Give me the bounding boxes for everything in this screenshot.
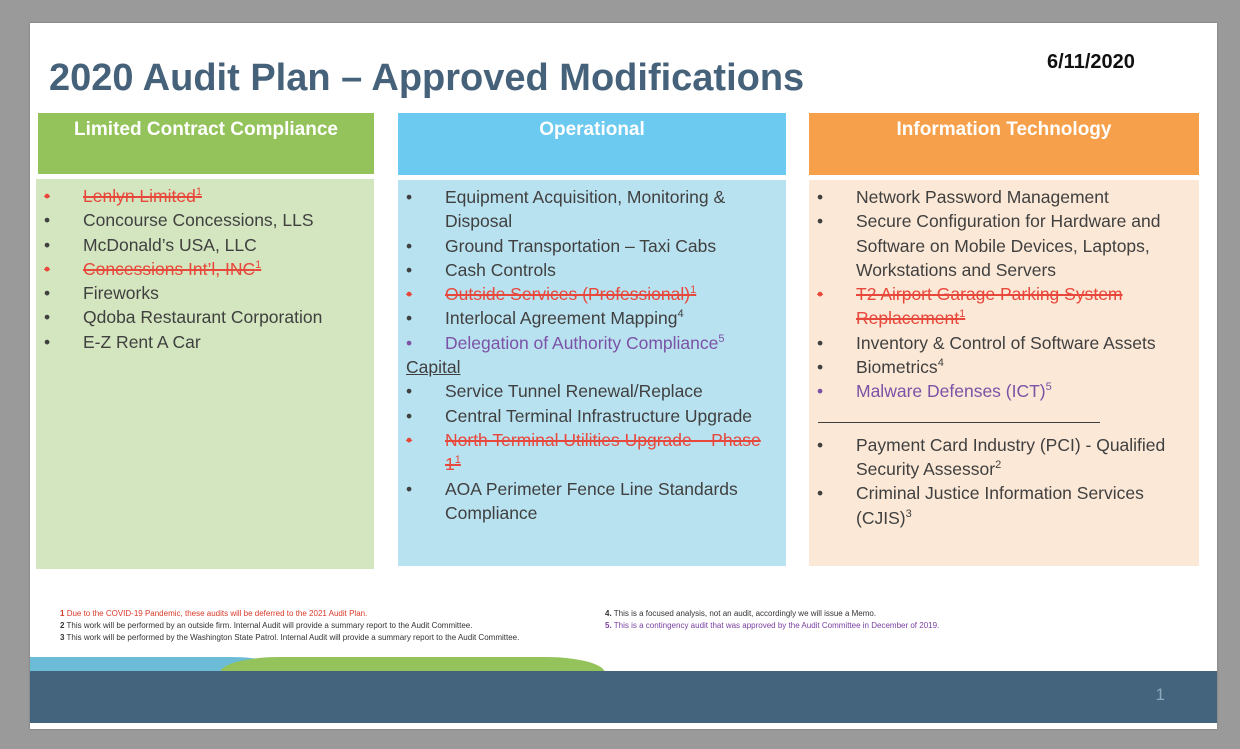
list-item <box>398 428 786 477</box>
footnote-ref: 4 <box>677 308 684 321</box>
footnote-text: This is a focused analysis, not an audit, accordingly we will issue a Memo. <box>613 609 877 618</box>
footnotes-right <box>605 608 1045 632</box>
footnote <box>605 608 1045 620</box>
footnote-ref: 1 <box>959 308 966 321</box>
bullet-icon: • <box>44 283 51 304</box>
it-header-label: Information Technology <box>896 119 1112 140</box>
item-text: Inventory & Control of Software Assets <box>856 332 1156 353</box>
page-number: 1 <box>1155 685 1165 704</box>
footnote <box>60 608 620 620</box>
bullet-icon: • <box>44 210 51 231</box>
bullet-icon: • <box>817 284 824 305</box>
bullet-icon: • <box>406 235 413 256</box>
limited-contract-body <box>36 179 374 569</box>
footnote-number: 1 <box>60 609 65 618</box>
bullet-icon: • <box>406 478 413 499</box>
list-item <box>809 379 1199 403</box>
item-text: Secure Configuration for Hardware and Software on Mobile Devices, Laptops, Workstations and Servers <box>856 211 1161 280</box>
list-item <box>36 281 374 305</box>
list-item <box>36 257 374 281</box>
item-text: Outside Services (Professional) <box>445 284 691 305</box>
bullet-icon: • <box>406 429 413 450</box>
list-item <box>36 233 374 257</box>
item-text: Concessions Int’l, INC <box>83 258 256 279</box>
bullet-icon: • <box>817 211 824 232</box>
list-item <box>398 306 786 330</box>
list-item <box>36 184 374 208</box>
item-text: Delegation of Authority Compliance <box>445 332 719 353</box>
list-item <box>809 185 1199 209</box>
item-text: Service Tunnel Renewal/Replace <box>445 381 703 402</box>
list-item <box>809 331 1199 355</box>
item-text: E-Z Rent A Car <box>83 331 201 352</box>
item-text: Payment Card Industry (PCI) - Qualified Security Assessor <box>856 434 1166 479</box>
capital-subheading: Capital <box>406 357 461 378</box>
footnotes-left <box>60 608 620 644</box>
item-text: Qdoba Restaurant Corporation <box>83 307 323 328</box>
footnote-number: 2 <box>60 621 65 630</box>
list-item <box>809 433 1199 482</box>
item-text: Malware Defenses (ICT) <box>856 381 1046 402</box>
footnote-text: This work will be performed by an outside firm. Internal Audit will provide a summary report to the Audit Committee. <box>66 621 473 630</box>
bullet-icon: • <box>817 357 824 378</box>
footnote-text: Due to the COVID-19 Pandemic, these audits will be deferred to the 2021 Audit Plan. <box>66 609 368 618</box>
list-item <box>398 282 786 306</box>
footnote-text: This work will be performed by the Washington State Patrol. Internal Audit will provide a summary report to the Audit Committee. <box>66 633 520 642</box>
operational-list <box>398 185 786 355</box>
footnote-number: 4. <box>605 609 612 618</box>
item-text: McDonald’s USA, LLC <box>83 234 257 255</box>
it-header <box>809 113 1199 175</box>
list-item <box>398 379 786 403</box>
limited-contract-header-label: Limited Contract Compliance <box>74 119 338 140</box>
limited-contract-header <box>38 113 374 174</box>
item-text: Network Password Management <box>856 187 1109 207</box>
footnote-ref: 4 <box>937 357 944 370</box>
it-divider <box>818 422 1100 423</box>
bullet-icon: • <box>406 308 413 329</box>
list-item <box>809 355 1199 379</box>
list-item <box>809 209 1199 282</box>
item-text: Lenlyn Limited <box>83 186 196 206</box>
footnote-ref: 1 <box>454 454 461 467</box>
bullet-icon: • <box>406 259 413 280</box>
list-item <box>398 404 786 428</box>
operational-body <box>398 180 786 566</box>
bullet-icon: • <box>817 483 824 504</box>
footnote-ref: 1 <box>255 259 262 272</box>
footnote <box>60 632 620 644</box>
list-item <box>36 305 374 329</box>
it-list <box>809 185 1199 404</box>
list-item <box>398 331 786 355</box>
list-item <box>36 208 374 232</box>
footnote-ref: 3 <box>905 507 912 520</box>
bullet-icon: • <box>817 332 824 353</box>
bullet-icon: • <box>406 187 413 207</box>
item-text: AOA Perimeter Fence Line Standards Compliance <box>445 478 738 523</box>
footnote-ref: 5 <box>718 332 725 345</box>
footnote <box>60 620 620 632</box>
list-item <box>809 481 1199 530</box>
slide-title: 2020 Audit Plan – Approved Modifications <box>49 57 805 99</box>
item-text: Interlocal Agreement Mapping <box>445 308 678 329</box>
list-item <box>36 330 374 354</box>
item-text: Central Terminal Infrastructure Upgrade <box>445 405 753 426</box>
list-item <box>398 258 786 282</box>
item-text: Equipment Acquisition, Monitoring & Disposal <box>445 187 726 232</box>
item-text: Criminal Justice Information Services (CJIS) <box>856 483 1144 528</box>
bullet-icon: • <box>406 332 413 353</box>
item-text: Concourse Concessions, LLS <box>83 210 314 231</box>
bullet-icon: • <box>44 331 51 352</box>
item-text: Ground Transportation – Taxi Cabs <box>445 235 717 256</box>
it-external-list <box>809 433 1199 530</box>
item-text: Cash Controls <box>445 259 556 280</box>
footnote <box>605 620 1045 632</box>
item-text: Biometrics <box>856 357 938 378</box>
bullet-icon: • <box>44 307 51 328</box>
capital-list <box>398 379 786 525</box>
bullet-icon: • <box>817 381 824 402</box>
item-text: Fireworks <box>83 283 159 304</box>
bullet-icon: • <box>44 258 51 279</box>
bullet-icon: • <box>817 187 824 207</box>
item-text: T2 Airport Garage Parking System Replacement <box>856 284 1123 329</box>
list-item <box>398 234 786 258</box>
footnote-number: 3 <box>60 633 65 642</box>
bullet-icon: • <box>406 381 413 402</box>
limited-contract-list <box>36 184 374 354</box>
operational-header <box>398 113 786 175</box>
slide-date: 6/11/2020 <box>1047 51 1135 73</box>
footnote-ref: 1 <box>690 284 697 297</box>
bullet-icon: • <box>406 405 413 426</box>
bullet-icon: • <box>817 434 824 455</box>
footnote-ref: 1 <box>195 186 202 199</box>
bullet-icon: • <box>44 234 51 255</box>
operational-header-label: Operational <box>539 119 645 140</box>
it-body <box>809 180 1199 566</box>
bullet-icon: • <box>406 284 413 305</box>
list-item <box>398 185 786 234</box>
footnote-text: This is a contingency audit that was approved by the Audit Committee in December of 2019. <box>613 621 940 630</box>
list-item <box>398 477 786 526</box>
footnote-ref: 2 <box>995 459 1002 472</box>
slide <box>30 23 1217 729</box>
footnote-ref: 5 <box>1045 381 1052 394</box>
footnote-number: 5. <box>605 621 612 630</box>
bottom-bar <box>30 671 1217 723</box>
bullet-icon: • <box>44 186 51 206</box>
list-item <box>809 282 1199 331</box>
item-text: North Terminal Utilities Upgrade – Phase 1 <box>445 429 761 475</box>
